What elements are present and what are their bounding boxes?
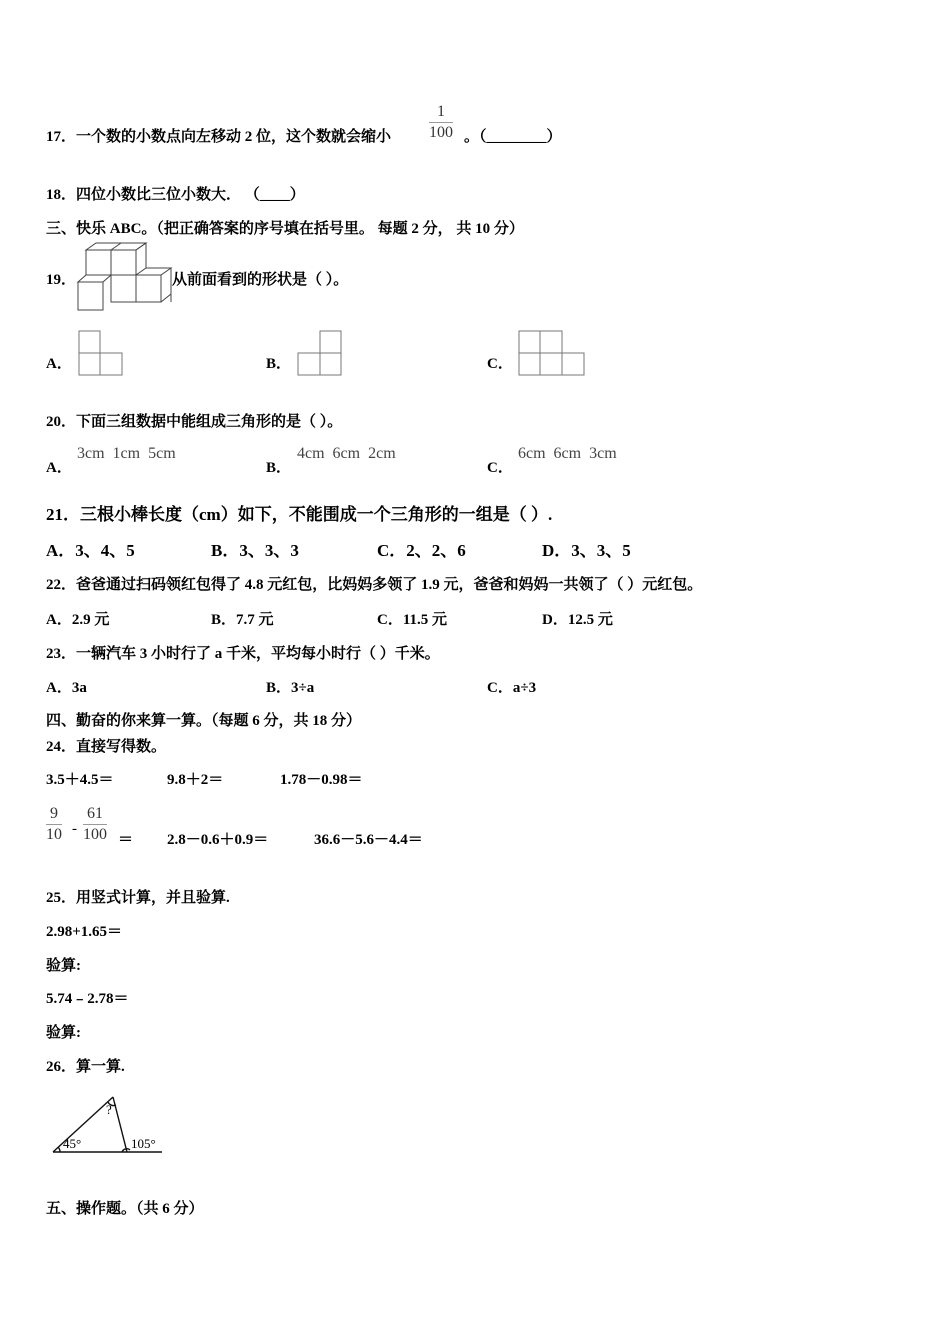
q17-text: 17．一个数的小数点向左移动 2 位，这个数就会缩小 [46,129,392,145]
q17-fraction: $\frac{1}{100}$ [429,103,453,141]
q19-option-a-shape [78,330,126,378]
q20-text: 20．下面三组数据中能组成三角形的是（ ）。 [46,414,343,430]
q24-fraction-2: $\frac{61}{100}$ [83,805,107,843]
q19-option-b-label[interactable]: B． [266,356,292,372]
q24-expr-6: 36.6－5.6－4.4＝ [314,832,423,848]
q24-expr-1: 3.5＋4.5＝ [46,772,114,788]
q21-option-d[interactable]: D．3、3、5 [542,541,631,560]
q23-option-c[interactable]: C．a÷3 [487,680,537,696]
q20-option-b-value: 4cm 6cm 2cm [297,445,396,462]
q21-option-c[interactable]: C．2、2、6 [377,541,466,560]
q19-text: 从前面看到的形状是（ ）。 [172,272,349,288]
q22-option-d[interactable]: D．12.5 元 [542,612,613,628]
q17-answer-blank: 。（________） [464,129,562,145]
q26-angle-105: 105° [131,1136,156,1151]
q20-option-c-value: 6cm 6cm 3cm [518,445,617,462]
q20-option-c-label[interactable]: C． [487,460,513,476]
q24-equals: ＝ [118,832,134,848]
q21-option-a[interactable]: A．3、4、5 [46,541,135,560]
q25-check-2: 验算: [46,1025,81,1041]
q22-text: 22．爸爸通过扫码领红包得了 4.8 元红包，比妈妈多领了 1.9 元，爸爸和妈妈一共领了（ ）元红包。 [46,577,703,593]
q24-text: 24．直接写得数。 [46,739,167,755]
section-4-heading: 四、勤奋的你来算一算。（每题 6 分，共 18 分） [46,713,362,729]
q20-option-a-value: 3cm 1cm 5cm [77,445,176,462]
q25-expr-2: 5.74﹣2.78＝ [46,991,129,1007]
q23-text: 23．一辆汽车 3 小时行了 a 千米，平均每小时行（ ）千米。 [46,646,440,662]
q22-option-a[interactable]: A．2.9 元 [46,612,110,628]
q26-angle-45: 45° [63,1136,82,1151]
q26-text: 26．算一算. [46,1059,125,1075]
q24-fraction-1: $\frac{9}{10}$ [46,805,62,843]
q22-option-c[interactable]: C．11.5 元 [377,612,448,628]
q19-option-c-shape [518,330,588,378]
q24-minus: - [72,821,77,837]
q23-option-b[interactable]: B．3÷a [266,680,315,696]
q21-text: 21．三根小棒长度（cm）如下，不能围成一个三角形的一组是（ ）. [46,505,553,524]
q20-option-b-label[interactable]: B． [266,460,292,476]
q21-option-b[interactable]: B．3、3、3 [211,541,299,560]
q19-cube-figure [76,242,174,314]
section-5-heading: 五、操作题。（共 6 分） [46,1201,204,1217]
q18-text: 18．四位小数比三位小数大． （____） [46,187,305,203]
q19-number: 19． [46,272,77,288]
q19-option-c-label[interactable]: C． [487,356,513,372]
q23-option-a[interactable]: A．3a [46,680,87,696]
q25-check-1: 验算: [46,958,81,974]
q25-text: 25．用竖式计算，并且验算. [46,890,230,906]
q24-expr-2: 9.8＋2＝ [167,772,224,788]
q19-option-b-shape [297,330,345,378]
q19-option-a-label[interactable]: A． [46,356,72,372]
q26-unknown-angle: ? [106,1102,112,1117]
section-3-heading: 三、快乐 ABC。（把正确答案的序号填在括号里。 每题 2 分， 共 10 分） [46,221,524,237]
q22-option-b[interactable]: B．7.7 元 [211,612,274,628]
q24-expr-3: 1.78－0.98＝ [280,772,363,788]
q24-expr-5: 2.8－0.6＋0.9＝ [167,832,269,848]
q25-expr-1: 2.98+1.65＝ [46,924,123,940]
q20-option-a-label[interactable]: A． [46,460,72,476]
